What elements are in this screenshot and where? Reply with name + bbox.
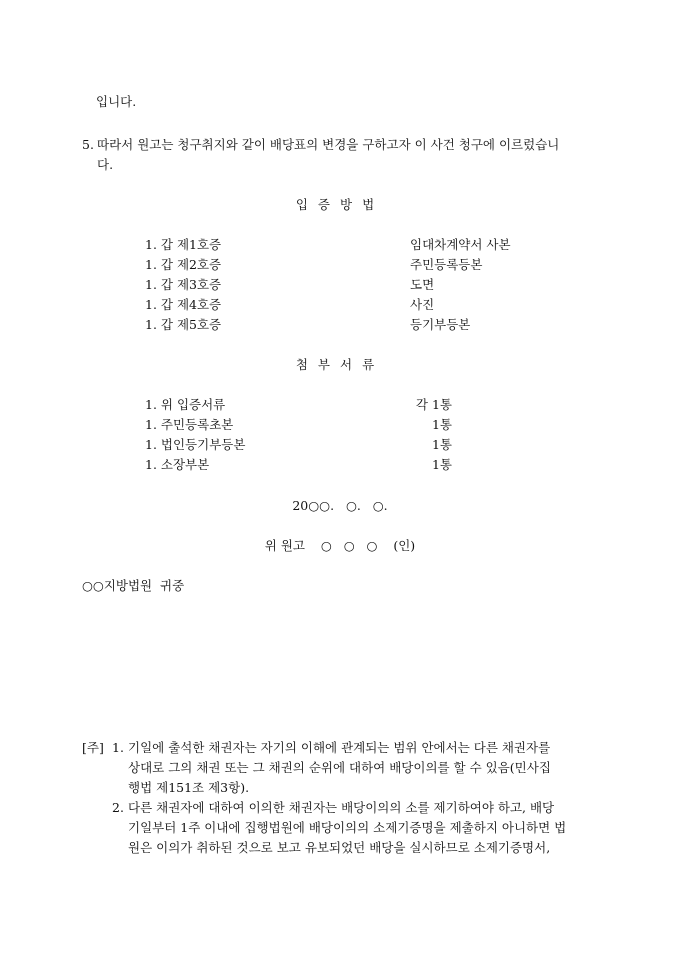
attachment-count-3: 1통 — [431, 437, 452, 452]
note-1-line-3: 행법 제151조 제3항). — [128, 780, 250, 795]
para5-line1: 따라서 원고는 청구취지와 같이 배당표의 변경을 구하고자 이 사건 청구에 이르렀습니 — [97, 137, 560, 152]
plaintiff-signature: 위 원고 ○ ○ ○ (인) — [264, 538, 416, 553]
evidence-desc-2: 주민등록등본 — [410, 257, 483, 272]
evidence-desc-1: 임대차계약서 사본 — [410, 237, 511, 252]
para5-line2: 다. — [97, 157, 114, 172]
evidence-desc-5: 등기부등본 — [410, 317, 471, 332]
note-2-number: 2. — [112, 800, 124, 815]
evidence-title: 입증방법 — [295, 197, 385, 212]
note-1-number: 1. — [112, 740, 124, 755]
evidence-label-4: 1. 갑 제4호증 — [145, 297, 222, 312]
note-2-line-3: 원은 이의가 취하된 것으로 보고 유보되었던 배당을 실시하므로 소제기증명서, — [128, 840, 551, 855]
attachment-label-4: 1. 소장부본 — [145, 457, 210, 472]
note-1-line-1: 기일에 출석한 채권자는 자기의 이해에 관계되는 범위 안에서는 다른 채권자를 — [128, 740, 551, 755]
evidence-label-3: 1. 갑 제3호증 — [145, 277, 222, 292]
attachment-label-1: 1. 위 입증서류 — [145, 397, 226, 412]
court-addressee: ○○지방법원 귀중 — [82, 578, 185, 593]
attachment-label-2: 1. 주민등록초본 — [145, 417, 234, 432]
evidence-label-1: 1. 갑 제1호증 — [145, 237, 222, 252]
attachments-title: 첨부서류 — [295, 357, 385, 372]
evidence-desc-3: 도면 — [410, 277, 435, 292]
evidence-label-5: 1. 갑 제5호증 — [145, 317, 222, 332]
evidence-label-2: 1. 갑 제2호증 — [145, 257, 222, 272]
notes-marker: [주] — [82, 740, 104, 755]
attachment-label-3: 1. 법인등기부등본 — [145, 437, 246, 452]
note-1-line-2: 상대로 그의 채권 또는 그 채권의 순위에 대하여 배당이의를 할 수 있음(민사집 — [128, 760, 551, 775]
evidence-desc-4: 사진 — [410, 297, 435, 312]
note-2-line-1: 다른 채권자에 대하여 이의한 채권자는 배당이의의 소를 제기하여야 하고, 배당 — [128, 800, 555, 815]
attachment-count-4: 1통 — [431, 457, 452, 472]
document-date: 20○○. ○. ○. — [292, 498, 388, 513]
intro-tail: 입니다. — [96, 94, 137, 109]
attachment-count-1: 각 1통 — [415, 397, 452, 412]
para5-number: 5. — [82, 137, 94, 152]
note-2-line-2: 기일부터 1주 이내에 집행법원에 배당이의의 소제기증명을 제출하지 아니하면 법 — [128, 820, 567, 835]
attachment-count-2: 1통 — [431, 417, 452, 432]
